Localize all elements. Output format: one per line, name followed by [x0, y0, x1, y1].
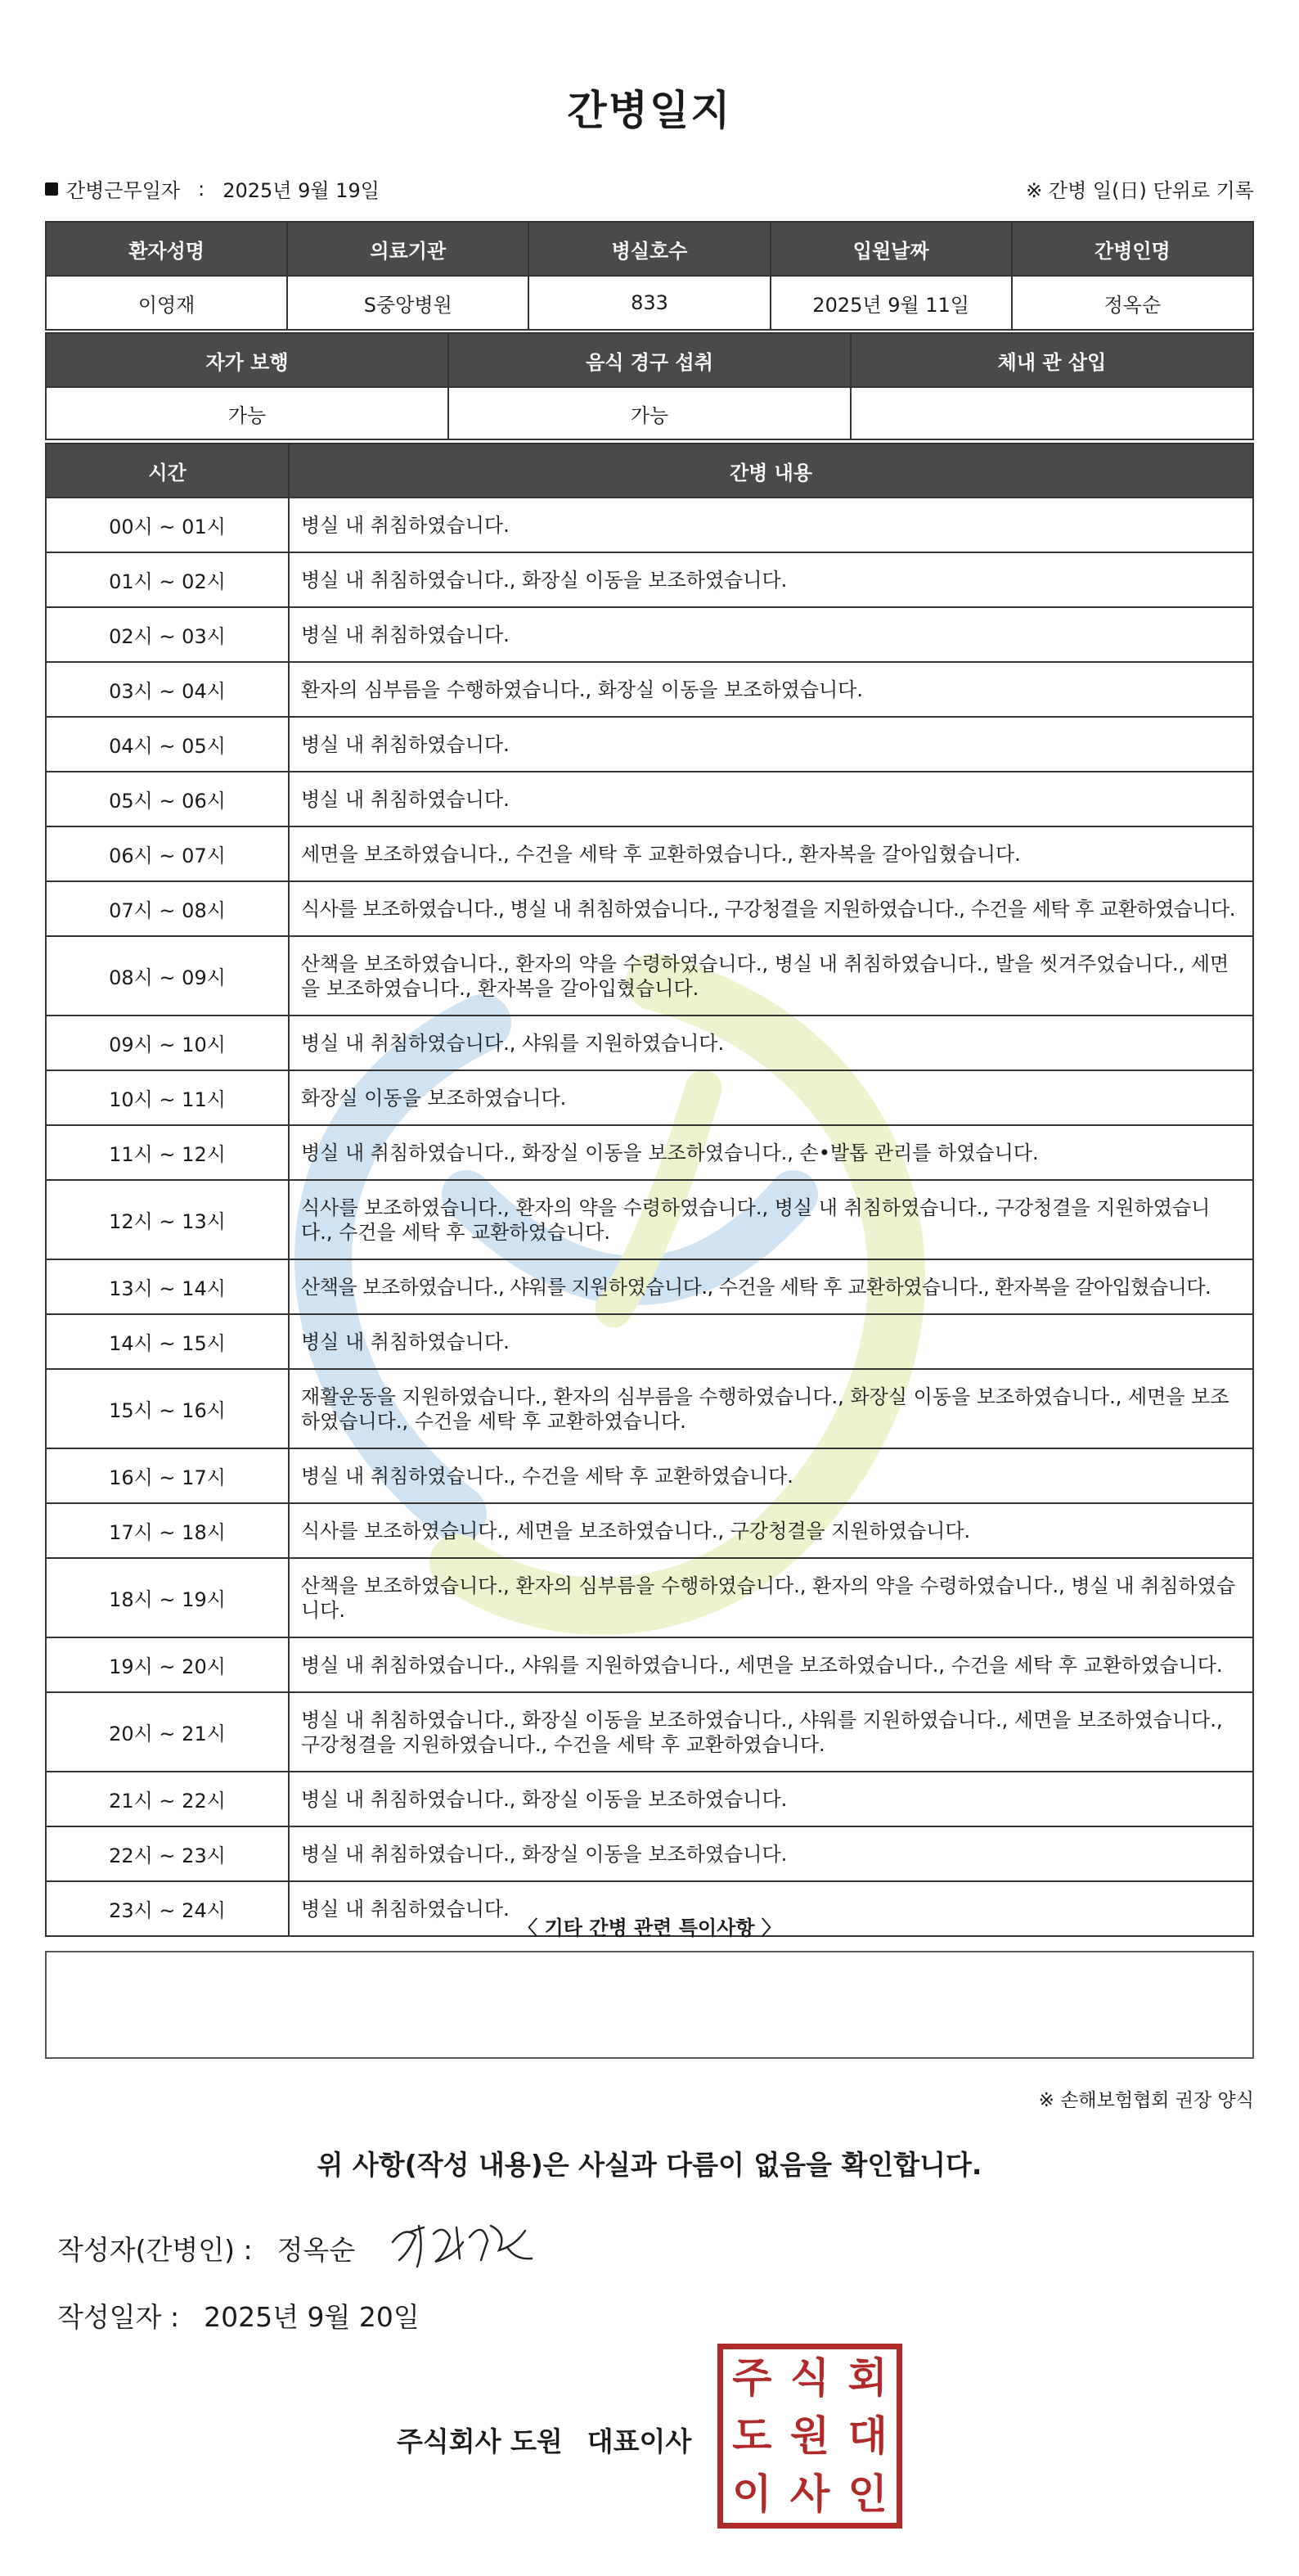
table-row: [46, 1180, 1253, 1259]
recommendation-note: ※ 손해보험협회 권장 양식: [1038, 2090, 1254, 2111]
time-cell: 01시 ~ 02시: [46, 552, 289, 607]
walking-status: 가능: [46, 387, 448, 439]
table-row: [46, 1448, 1253, 1503]
content-cell: 병실 내 취침하였습니다., 화장실 이동을 보조하였습니다., 샤워를 지원하였습니다., 세면을 보조하였습니다., 구강청결을 지원하였습니다., 수건을 세탁 후 교환하였습니다.: [289, 1692, 1253, 1772]
content-cell: 병실 내 취침하였습니다.: [289, 1881, 1253, 1936]
work-date-separator: :: [198, 177, 205, 200]
content-cell: 산책을 보조하였습니다., 환자의 심부름을 수행하였습니다., 환자의 약을 수령하였습니다., 병실 내 취침하였습니다.: [289, 1558, 1253, 1637]
signature-image: [384, 2209, 540, 2275]
content-cell: 식사를 보조하였습니다., 병실 내 취침하였습니다., 구강청결을 지원하였습니다., 수건을 세탁 후 교환하였습니다.: [289, 881, 1253, 936]
page-title: 간병일지: [567, 87, 732, 134]
time-cell: 09시 ~ 10시: [46, 1016, 289, 1070]
writer-name: 정옥순: [276, 2234, 356, 2266]
time-cell: 02시 ~ 03시: [46, 607, 289, 662]
content-cell: 환자의 심부름을 수행하였습니다., 화장실 이동을 보조하였습니다.: [289, 662, 1253, 717]
seal-char: 식: [789, 2353, 830, 2403]
writer-label: 작성자(간병인) :: [57, 2234, 253, 2266]
writer-line: [57, 2229, 380, 2268]
table-row: [46, 936, 1253, 1016]
seal-char: 이: [732, 2469, 772, 2518]
content-cell: 산책을 보조하였습니다., 샤워를 지원하였습니다., 수건을 세탁 후 교환하였습니다., 환자복을 갈아입혔습니다.: [289, 1259, 1253, 1314]
notes-box: [45, 1951, 1254, 2059]
time-cell: 07시 ~ 08시: [46, 881, 289, 936]
table-row: [46, 717, 1253, 772]
header-walking: 자가 보행: [46, 333, 448, 387]
work-date: [45, 174, 380, 203]
table-header-row: [46, 444, 1253, 498]
meta-row: [45, 174, 1254, 207]
content-cell: 병실 내 취침하였습니다.: [289, 607, 1253, 662]
time-cell: 10시 ~ 11시: [46, 1070, 289, 1125]
admission-date: 2025년 9월 11일: [771, 276, 1012, 330]
content-cell: 병실 내 취침하였습니다., 수건을 세탁 후 교환하였습니다.: [289, 1448, 1253, 1503]
seal-char: 인: [847, 2469, 888, 2518]
table-row: [46, 662, 1253, 717]
patient-status-table: [45, 332, 1254, 440]
table-row: [46, 1016, 1253, 1070]
table-row: [46, 1692, 1253, 1772]
time-cell: 22시 ~ 23시: [46, 1826, 289, 1881]
content-cell: 병실 내 취침하였습니다.: [289, 1314, 1253, 1369]
table-row: [46, 1772, 1253, 1826]
table-row: [46, 1826, 1253, 1881]
notes-title: 〈 기타 간병 관련 특이사항 〉: [518, 1916, 781, 1939]
table-row: [46, 826, 1253, 881]
content-cell: 병실 내 취침하였습니다., 샤워를 지원하였습니다., 세면을 보조하였습니다., 수건을 세탁 후 교환하였습니다.: [289, 1637, 1253, 1692]
time-cell: 23시 ~ 24시: [46, 1881, 289, 1936]
company-title: 대표이사: [587, 2425, 692, 2457]
table-row: [46, 607, 1253, 662]
time-cell: 14시 ~ 15시: [46, 1314, 289, 1369]
content-cell: 병실 내 취침하였습니다., 샤워를 지원하였습니다.: [289, 1016, 1253, 1070]
seal-char: 사: [789, 2469, 830, 2518]
content-cell: 병실 내 취침하였습니다.: [289, 717, 1253, 772]
time-cell: 15시 ~ 16시: [46, 1369, 289, 1448]
confirmation-statement: 위 사항(작성 내용)은 사실과 다름이 없음을 확인합니다.: [317, 2149, 982, 2181]
unit-note: ※ 간병 일(日) 단위로 기록: [1026, 179, 1254, 202]
care-log-table: [45, 443, 1254, 1937]
hospital-name: S중앙병원: [287, 276, 528, 330]
time-cell: 00시 ~ 01시: [46, 498, 289, 552]
company-name: 주식회사 도원: [397, 2425, 563, 2457]
table-row: [46, 881, 1253, 936]
write-date-value: 2025년 9월 20일: [204, 2301, 420, 2333]
content-cell: 병실 내 취침하였습니다., 화장실 이동을 보조하였습니다.: [289, 1772, 1253, 1826]
company-line: [397, 2421, 716, 2459]
time-cell: 04시 ~ 05시: [46, 717, 289, 772]
table-row: [46, 1259, 1253, 1314]
header-tube-insertion: 체내 관 삽입: [851, 333, 1253, 387]
seal-char: 원: [789, 2411, 830, 2460]
table-row: [46, 1558, 1253, 1637]
content-cell: 병실 내 취침하였습니다., 화장실 이동을 보조하였습니다.: [289, 552, 1253, 607]
time-cell: 11시 ~ 12시: [46, 1125, 289, 1180]
seal-char: 주: [732, 2353, 772, 2403]
write-date-line: [57, 2296, 420, 2335]
header-room: 병실호수: [528, 222, 770, 276]
bullet-square-icon: [45, 182, 58, 196]
header-caregiver: 간병인명: [1012, 222, 1253, 276]
content-cell: 병실 내 취침하였습니다., 화장실 이동을 보조하였습니다.: [289, 1826, 1253, 1881]
time-cell: 19시 ~ 20시: [46, 1637, 289, 1692]
header-care-content: 간병 내용: [289, 444, 1253, 498]
patient-name: 이영재: [46, 276, 287, 330]
table-row: [46, 1637, 1253, 1692]
work-date-value: 2025년 9월 19일: [222, 179, 380, 202]
company-seal-stamp: [717, 2344, 902, 2529]
time-cell: 18시 ~ 19시: [46, 1558, 289, 1637]
header-oral-intake: 음식 경구 섭취: [448, 333, 851, 387]
time-cell: 05시 ~ 06시: [46, 772, 289, 826]
tube-insertion-status: [851, 387, 1253, 439]
room-number: 833: [528, 276, 770, 330]
time-cell: 06시 ~ 07시: [46, 826, 289, 881]
time-cell: 12시 ~ 13시: [46, 1180, 289, 1259]
header-hospital: 의료기관: [287, 222, 528, 276]
table-row: [46, 1070, 1253, 1125]
table-row: [46, 387, 1253, 439]
seal-char: 회: [847, 2353, 888, 2403]
seal-char: 도: [732, 2411, 772, 2460]
time-cell: 08시 ~ 09시: [46, 936, 289, 1016]
table-row: [46, 276, 1253, 330]
content-cell: 병실 내 취침하였습니다.: [289, 772, 1253, 826]
content-cell: 화장실 이동을 보조하였습니다.: [289, 1070, 1253, 1125]
patient-info-table: [45, 221, 1254, 331]
work-date-label: 간병근무일자: [66, 179, 181, 202]
table-row: [46, 498, 1253, 552]
table-header-row: [46, 222, 1253, 276]
content-cell: 세면을 보조하였습니다., 수건을 세탁 후 교환하였습니다., 환자복을 갈아입혔습니다.: [289, 826, 1253, 881]
content-cell: 병실 내 취침하였습니다.: [289, 498, 1253, 552]
table-header-row: [46, 333, 1253, 387]
table-row: [46, 1125, 1253, 1180]
time-cell: 03시 ~ 04시: [46, 662, 289, 717]
content-cell: 식사를 보조하였습니다., 환자의 약을 수령하였습니다., 병실 내 취침하였습니다., 구강청결을 지원하였습니다., 수건을 세탁 후 교환하였습니다.: [289, 1180, 1253, 1259]
table-row: [46, 1503, 1253, 1558]
oral-intake-status: 가능: [448, 387, 851, 439]
content-cell: 식사를 보조하였습니다., 세면을 보조하였습니다., 구강청결을 지원하였습니다.: [289, 1503, 1253, 1558]
time-cell: 13시 ~ 14시: [46, 1259, 289, 1314]
content-cell: 병실 내 취침하였습니다., 화장실 이동을 보조하였습니다., 손•발톱 관리를 하였습니다.: [289, 1125, 1253, 1180]
content-cell: 재활운동을 지원하였습니다., 환자의 심부름을 수행하였습니다., 화장실 이동을 보조하였습니다., 세면을 보조하였습니다., 수건을 세탁 후 교환하였습니다.: [289, 1369, 1253, 1448]
header-time: 시간: [46, 444, 289, 498]
table-row: [46, 1369, 1253, 1448]
header-patient-name: 환자성명: [46, 222, 287, 276]
table-row: [46, 1314, 1253, 1369]
time-cell: 16시 ~ 17시: [46, 1448, 289, 1503]
seal-char: 대: [847, 2411, 888, 2460]
header-admission-date: 입원날짜: [771, 222, 1012, 276]
content-cell: 산책을 보조하였습니다., 환자의 약을 수령하였습니다., 병실 내 취침하였습니다., 발을 씻겨주었습니다., 세면을 보조하였습니다., 환자복을 갈아입혔습니다.: [289, 936, 1253, 1016]
time-cell: 20시 ~ 21시: [46, 1692, 289, 1772]
notes-content: [47, 1952, 1252, 1975]
write-date-label: 작성일자 :: [57, 2301, 180, 2333]
table-row: [46, 772, 1253, 826]
caregiver-name: 정옥순: [1012, 276, 1253, 330]
time-cell: 21시 ~ 22시: [46, 1772, 289, 1826]
table-row: [46, 552, 1253, 607]
time-cell: 17시 ~ 18시: [46, 1503, 289, 1558]
